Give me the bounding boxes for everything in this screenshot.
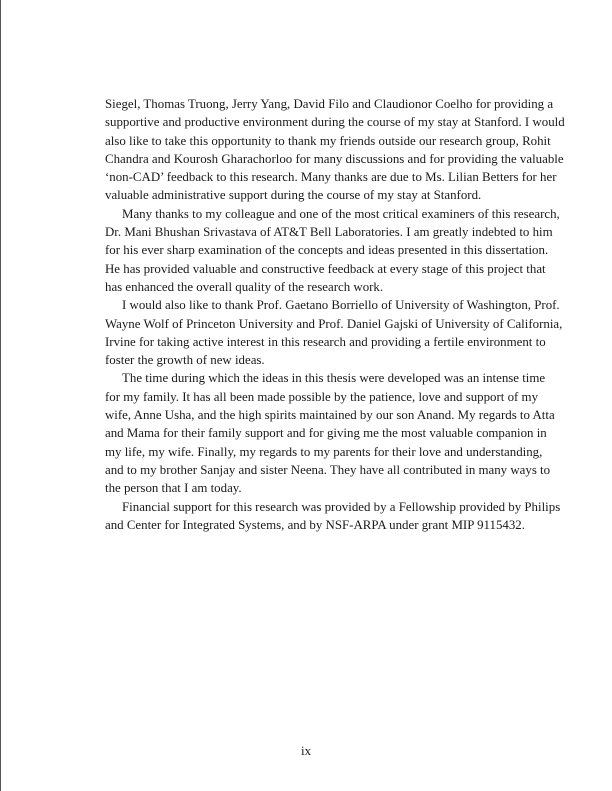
acknowledgements-text (105, 95, 565, 534)
text-line: for his ever sharp examination of the concepts and ideas presented in this dissertation. (105, 243, 549, 258)
text-line: the person that I am today. (105, 481, 242, 496)
text-line: I would also like to thank Prof. Gaetano Borriello of University of Washington, Prof. (122, 298, 560, 313)
text-line: wife, Anne Usha, and the high spirits maintained by our son Anand. My regards to Atta (105, 408, 555, 423)
text-line: and to my brother Sanjay and sister Neena. They have all contributed in many ways to (105, 462, 551, 477)
text-line: has enhanced the overall quality of the research work. (105, 279, 384, 294)
page-edge-line (0, 0, 1, 791)
text-line: Wayne Wolf of Princeton University and Prof. Daniel Gajski of University of California, (105, 316, 563, 331)
paragraph (105, 369, 555, 497)
text-line: Siegel, Thomas Truong, Jerry Yang, David Filo and Claudionor Coelho for providing a (105, 97, 554, 111)
text-line: ‘non-CAD’ feedback to this research. Many thanks are due to Ms. Lilian Betters for her (105, 170, 557, 185)
paragraph (105, 296, 563, 369)
text-line: Chandra and Kourosh Gharachorloo for many discussions and for providing the valuable (105, 151, 564, 166)
text-line: He has provided valuable and constructive feedback at every stage of this project that (105, 261, 546, 276)
text-line: Irvine for taking active interest in this research and providing a fertile environment to (105, 334, 546, 349)
text-line: Financial support for this research was provided by a Fellowship provided by Philips (122, 499, 561, 514)
paragraph (105, 498, 561, 535)
text-line: also like to take this opportunity to thank my friends outside our research group, Rohit (105, 133, 551, 148)
text-line: supportive and productive environment during the course of my stay at Stanford. I would (105, 115, 565, 130)
paragraph (105, 95, 565, 205)
text-line: and Center for Integrated Systems, and by NSF-ARPA under grant MIP 9115432. (105, 517, 525, 532)
text-line: my life, my wife. Finally, my regards to my parents for their love and understanding, (105, 444, 543, 459)
text-line: The time during which the ideas in this thesis were developed was an intense time (122, 371, 546, 386)
text-line: Many thanks to my colleague and one of the most critical examiners of this research, (122, 206, 560, 221)
text-line: Dr. Mani Bhushan Srivastava of AT&T Bell Laboratories. I am greatly indebted to him (105, 225, 553, 240)
page-number: ix (300, 744, 312, 758)
text-line: foster the growth of new ideas. (105, 353, 265, 368)
paragraph (105, 205, 560, 296)
text-line: valuable administrative support during the course of my stay at Stanford. (105, 188, 482, 203)
text-line: for my family. It has all been made possible by the patience, love and support of my (105, 389, 539, 404)
text-line: and Mama for their family support and for giving me the most valuable companion in (105, 426, 547, 441)
